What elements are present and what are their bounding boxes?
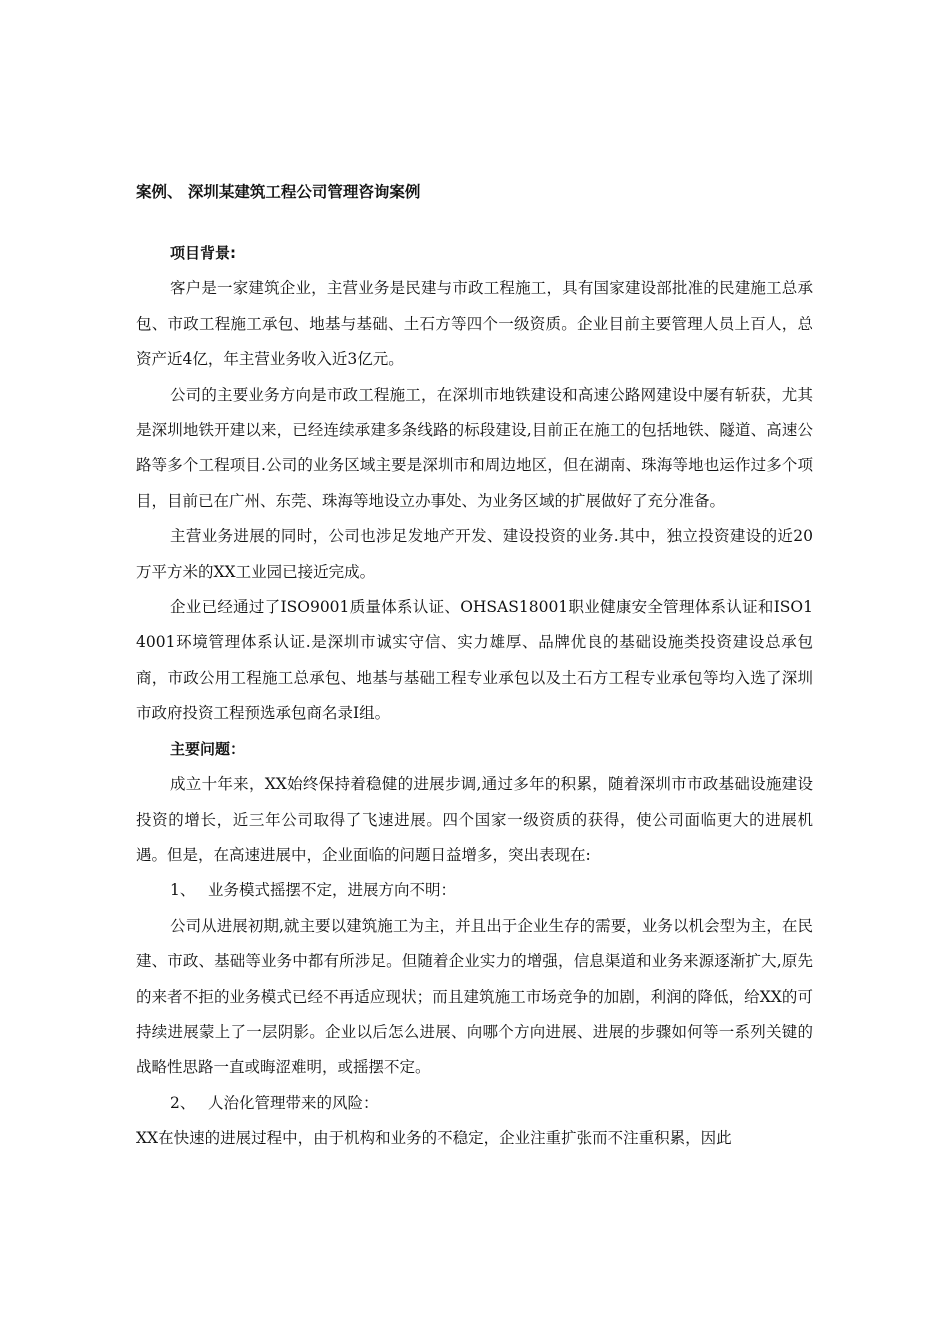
paragraph-item-2: XX在快速的进展过程中，由于机构和业务的不稳定，企业注重扩张而不注重积累，因此 (136, 1129, 732, 1148)
paragraph-problems-intro: 成立十年来，XX始终保持着稳健的进展步调,通过多年的积累，随着深圳市市政基础设施建设投资的增长，近三年公司取得了飞速进展。四个国家一级资质的获得，使公司面临更大的进展机遇。但是，在高速进展中，企业面临的问题日益增多，突出表现在: (136, 775, 813, 864)
list-item-heading-2 (136, 1086, 813, 1121)
list-item-label: 人治化管理带来的风险： (208, 1093, 379, 1112)
list-item-number: 1、 (170, 881, 196, 900)
section-heading-background: 项目背景: (170, 244, 236, 262)
paragraph-item-1: 公司从进展初期,就主要以建筑施工为主，并且出于企业生存的需要，业务以机会型为主，在民建、市政、基础等业务中都有所涉足。但随着企业实力的增强，信息渠道和业务来源逐渐扩大,原先的来者不拒的业务模式已经不再适应现状；而且建筑施工市场竞争的加剧，利润的降低，给XX的可持续进展蒙上了一层阴影。企业以后怎么进展、向哪个方向进展、进展的步骤如何等一系列关键的战略性思路一直或晦涩难明，或摇摆不定。 (136, 916, 813, 1077)
paragraph-background-2: 公司的主要业务方向是市政工程施工，在深圳市地铁建设和高速公路网建设中屡有斩获，尤其是深圳地铁开建以来，已经连续承建多条线路的标段建设,目前正在施工的包括地铁、隧道、高速公路等多个工程项目.公司的业务区域主要是深圳市和周边地区，但在湖南、珠海等地也运作过多个项目，目前已在广州、东莞、珠海等地设立办事处、为业务区域的扩展做好了充分准备。 (136, 385, 813, 510)
list-item-heading-1 (136, 873, 813, 908)
paragraph-background-1: 客户是一家建筑企业，主营业务是民建与市政工程施工，具有国家建设部批准的民建施工总承包、市政工程施工承包、地基与基础、土石方等四个一级资质。企业目前主要管理人员上百人，总资产近4亿，年主营业务收入近3亿元。 (136, 279, 813, 369)
document-title: 案例、 深圳某建筑工程公司管理咨询案例 (136, 183, 421, 201)
list-item-number: 2、 (170, 1093, 196, 1112)
paragraph-background-4: 企业已经通过了ISO9001质量体系认证、OHSAS18001职业健康安全管理体系认证和ISO14001环境管理体系认证.是深圳市诚实守信、实力雄厚、品牌优良的基础设施类投资建设总承包商，市政公用工程施工总承包、地基与基础工程专业承包以及土石方工程专业承包等均入选了深圳市政府投资工程预选承包商名录Ⅰ组。 (136, 598, 813, 723)
paragraph-background-3: 主营业务进展的同时，公司也涉足发地产开发、建设投资的业务.其中，独立投资建设的近20万平方米的XX工业园已接近完成。 (136, 527, 813, 581)
document-body (136, 236, 813, 1157)
list-item-label: 业务模式摇摆不定，进展方向不明： (208, 881, 457, 900)
section-heading-problems: 主要问题： (170, 739, 246, 758)
